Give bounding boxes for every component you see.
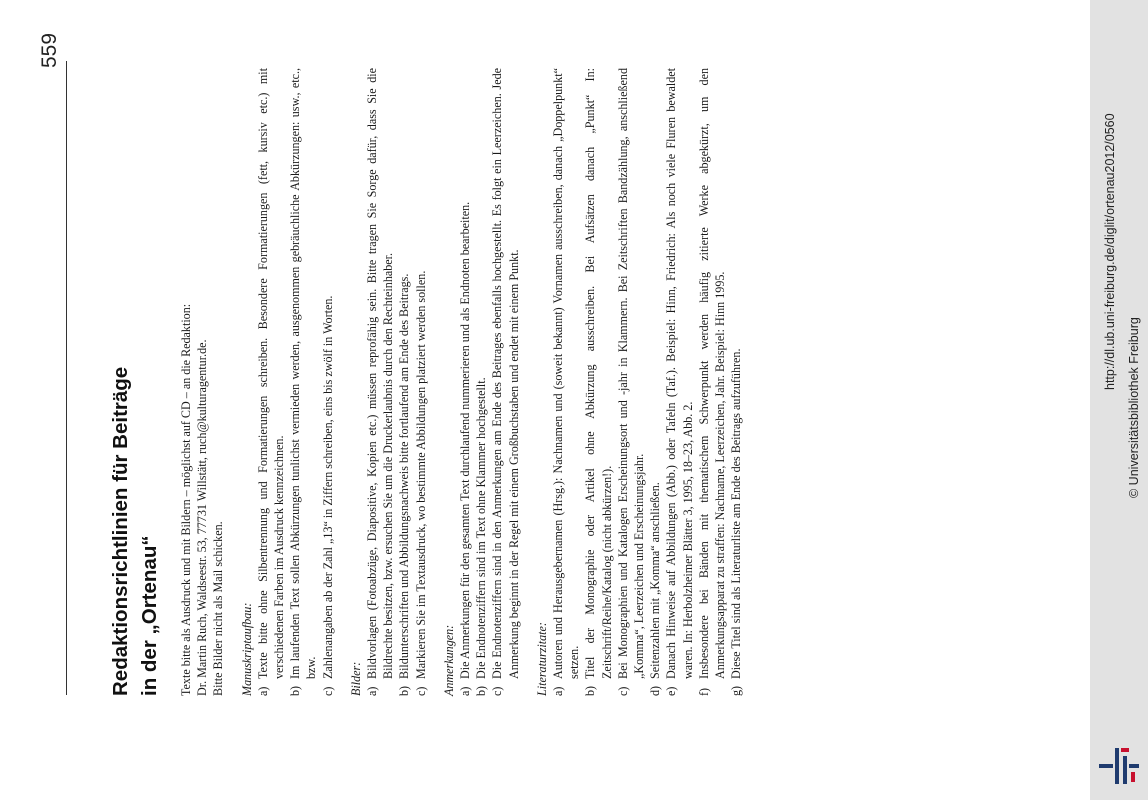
logo-bar xyxy=(1123,756,1127,784)
list-item-text: Bildvorlagen (Fotoabzüge, Diapositive, Kopien etc.) müssen reprofähig sein. Bitte tragen Sie Sorge dafür, dass Sie die Bildrechte besitzen, bzw. ersuchen Sie um die Druckerlaubnis durch den Rechteinhaber. xyxy=(365,68,396,679)
list-item-text: Insbesondere bei Bänden mit thematischem Schwerpunkt werden häufig zitierte Werke abgekürzt, um den Anmerkungsapparat zu straffen: Nachname, Leerzeichen, Jahr. Beispiel: Hinn 1995. xyxy=(696,68,728,679)
list-marker: f) xyxy=(696,687,711,696)
anmerkungen-list xyxy=(457,68,522,696)
list-marker: a) xyxy=(458,686,473,696)
list-item xyxy=(320,68,336,696)
article-title xyxy=(106,56,164,696)
title-line-1: Redaktionsrichtlinien für Beiträge xyxy=(109,366,132,696)
list-marker: a) xyxy=(551,686,566,696)
logo-bar xyxy=(1121,748,1129,752)
list-item xyxy=(457,68,473,696)
list-item xyxy=(489,68,521,696)
list-item-text: Texte bitte ohne Silbentrennung und Formatierungen schreiben. Besondere Formatierungen (fett, kursiv etc.) mit verschiedenen Farben im Ausdruck kennzeichnen. xyxy=(255,68,287,679)
bilder-list xyxy=(364,68,429,696)
intro-paragraph: Texte bitte als Ausdruck und mit Bildern – möglichst auf CD – an die Redaktion: xyxy=(179,303,193,696)
list-item-text: Die Anmerkungen für den gesamten Text durchlaufend nummerieren und als Endnoten bearbeiten. xyxy=(458,201,473,679)
intro-address: Dr. Martin Ruch, Waldseestr. 53, 77731 Willstätt, ruch@kulturagentur.de. xyxy=(195,339,210,696)
list-marker: b) xyxy=(288,685,303,696)
list-marker: d) xyxy=(648,685,663,696)
list-item xyxy=(728,68,744,696)
page-number: 559 xyxy=(38,32,61,68)
list-item xyxy=(663,68,695,696)
list-marker: e) xyxy=(664,686,679,696)
section-heading-manuskript: Manuskriptaufbau: xyxy=(239,602,254,696)
list-item-text: Diese Titel sind als Literaturliste am Ende des Beitrags aufzuführen. xyxy=(729,348,744,679)
list-marker: b) xyxy=(474,685,489,696)
list-item-text: Im laufenden Text sollen Abkürzungen tunlichst vermieden werden, ausgenommen gebräuchliche Abkürzungen: usw., etc., bzw. xyxy=(288,68,319,679)
list-item xyxy=(364,68,396,696)
logo-bar xyxy=(1115,748,1119,784)
copyright-notice: © Universitätsbibliothek Freiburg xyxy=(1127,317,1141,498)
list-marker: a) xyxy=(255,686,270,696)
list-item-text: Zahlenangaben ab der Zahl „13“ in Ziffern schreiben, eins bis zwölf in Worten. xyxy=(320,295,335,679)
list-item-text: Die Endnotenziffern sind im Text ohne Klammer hochgestellt. xyxy=(474,377,489,679)
logo-bar xyxy=(1099,764,1113,768)
list-item xyxy=(473,68,489,696)
list-item xyxy=(550,68,582,696)
ub-freiburg-logo-icon xyxy=(1097,742,1141,790)
list-marker: c) xyxy=(413,686,428,696)
list-item xyxy=(287,68,319,696)
list-marker: g) xyxy=(729,685,744,696)
list-item-text: Titel der Monographie oder Artikel ohne Abkürzung ausschreiben. Bei Aufsätzen danach „Punkt“ In: Zeitschrift/Reihe/Katalog (nicht abkürzen!). xyxy=(583,68,614,679)
list-marker: c) xyxy=(615,686,630,696)
list-marker: c) xyxy=(320,686,335,696)
list-marker: c) xyxy=(490,686,505,696)
list-item xyxy=(255,68,287,696)
manuskript-list xyxy=(255,68,336,696)
list-item-text: Bildunterschriften und Abbildungsnachweis bitte fortlaufend am Ende des Beitrags. xyxy=(397,273,412,679)
literatur-list xyxy=(550,68,744,696)
section-heading-bilder: Bilder: xyxy=(348,661,363,696)
list-item xyxy=(396,68,412,696)
title-line-2: in der „Ortenau“ xyxy=(138,535,161,696)
header-rule xyxy=(66,61,67,695)
list-item xyxy=(582,68,614,696)
list-item-text: Danach Hinweise auf Abbildungen (Abb.) oder Tafeln (Taf.). Beispiel: Hinn, Friedrich: Als noch viele Fluren bewaldet waren. In: Herbolzheimer Blätter 3, 1995, 18–23, Abb. 2. xyxy=(664,68,695,679)
list-marker: b) xyxy=(583,685,598,696)
list-item xyxy=(696,68,728,696)
list-item-text: Autoren und Herausgebernamen (Hrsg.): Nachnamen und (soweit bekannt) Vornamen ausschreiben, danach „Doppelpunkt“ setzen. xyxy=(551,68,582,679)
list-item-text: Seitenzahlen mit „Komma“ anschließen. xyxy=(648,482,663,679)
list-item-text: Bei Monographien und Katalogen Erscheinungsort und -jahr in Klammern. Bei Zeitschriften Bandzählung, anschließend „Komma“, Leerzeichen und Erscheinungsjahr. xyxy=(615,68,647,679)
section-heading-literatur: Literaturzitate: xyxy=(534,622,549,696)
logo-bar xyxy=(1129,764,1139,768)
list-item-text: Die Endnotenziffern sind in den Anmerkungen am Ende des Beitrages ebenfalls hochgestellt. Es folgt ein Leerzeichen. Jede Anmerkung beginnt in der Regel mit einem Großbuchstaben und endet mit einem Punkt. xyxy=(490,68,521,679)
section-heading-anmerkungen: Anmerkungen: xyxy=(441,624,456,696)
intro-note: Bitte Bilder nicht als Mail schicken. xyxy=(211,521,226,696)
list-marker: a) xyxy=(365,686,380,696)
list-item xyxy=(615,68,647,696)
article-body xyxy=(178,68,745,696)
list-item xyxy=(647,68,663,696)
list-item xyxy=(413,68,429,696)
logo-bar xyxy=(1131,772,1135,782)
list-marker: b) xyxy=(397,685,412,696)
list-item-text: Markieren Sie im Textausdruck, wo bestimmte Abbildungen platziert werden sollen. xyxy=(413,270,428,679)
source-url-link[interactable]: http://dl.ub.uni-freiburg.de/diglit/ortenau2012/0560 xyxy=(1103,113,1117,390)
